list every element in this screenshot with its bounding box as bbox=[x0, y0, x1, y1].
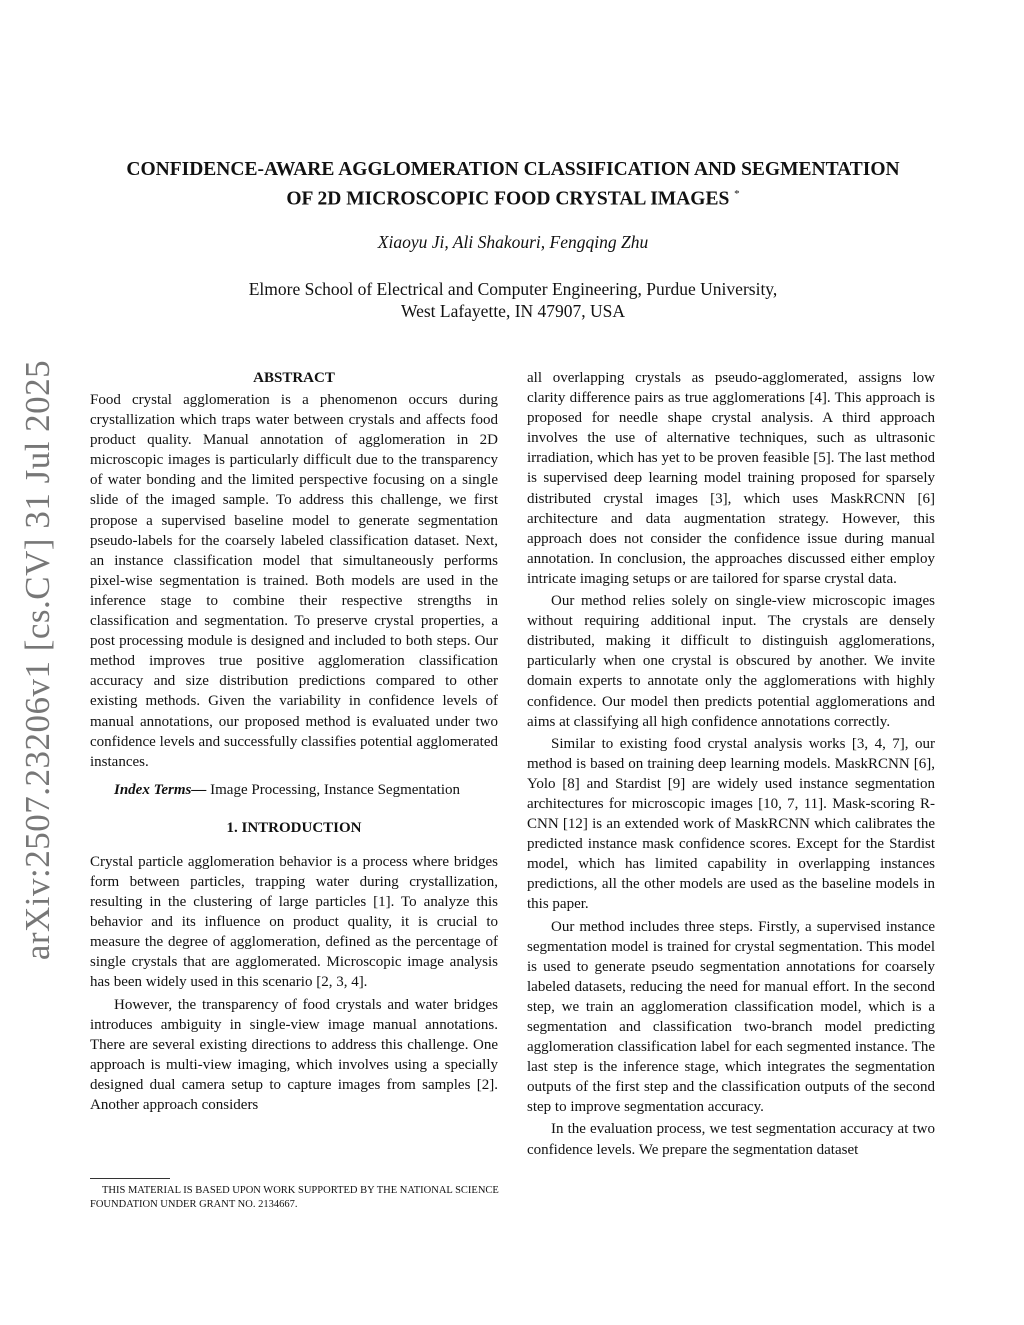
affiliation-line-1: Elmore School of Electrical and Computer Engineering, Purdue University, bbox=[248, 279, 778, 299]
intro-paragraph: In the evaluation process, we test segmentation accuracy at two confidence levels. We prepare the segmentation dataset bbox=[527, 1121, 935, 1158]
affiliation bbox=[90, 278, 936, 322]
abstract-heading: ABSTRACT bbox=[253, 370, 335, 386]
intro-paragraph: Crystal particle agglomeration behavior is a process where bridges form between particles, trapping water during crystallization, resulting in the clustering of large particles [1]. To analyze this behavior and its influence on product quality, it is crucial to measure the degree of agglomeration, defined as the percentage of single crystals that are agglomerated. Microscopic image analysis has been widely used in this scenario [2, 3, 4]. bbox=[90, 853, 498, 991]
intro-paragraph: However, the transparency of food crystals and water bridges introduces ambiguity in single-view image manual annotations. There are several existing directions to address this challenge. One approach is multi-view imaging, which involves using a specially designed dual camera setup to capture images from samples [2]. Another approach considers bbox=[90, 996, 498, 1113]
title-line-1: CONFIDENCE-AWARE AGGLOMERATION CLASSIFICATION AND SEGMENTATION bbox=[126, 159, 900, 180]
affiliation-line-2: West Lafayette, IN 47907, USA bbox=[400, 301, 626, 321]
paper-title bbox=[90, 158, 936, 212]
abstract-text: Food crystal agglomeration is a phenomenon occurs during crystallization which traps water between crystals and affects food product quality. Manual annotation of agglomeration in 2D microscopic images is particularly difficult due to the transparency of water bonding and the limited perspective focusing on a single slide of the imaged sample. To address this challenge, we first propose a supervised baseline model to generate segmentation pseudo-labels for the coarsely labeled classification dataset. Next, an instance classification model that simultaneously performs pixel-wise segmentation is trained. Both models are used in the inference stage to combine their respective strengths in classification and segmentation. To preserve crystal properties, a post processing module is designed and included to both steps. Our method improves true positive agglomeration classification accuracy and size distribution predictions compared to other existing methods. Given the variability in confidence levels of manual annotations, our proposed method is evaluated under two confidence levels and successfully classifies potential agglomerated instances. bbox=[90, 392, 498, 770]
footnote-rule bbox=[90, 1178, 170, 1179]
index-terms-text: Image Processing, Instance Segmentation bbox=[206, 781, 461, 798]
funding-footnote bbox=[90, 1178, 500, 1212]
title-footnote-marker: * bbox=[734, 188, 740, 200]
author-list: Xiaoyu Ji, Ali Shakouri, Fengqing Zhu bbox=[377, 232, 649, 252]
arxiv-stamp: arXiv:2507.23206v1 [cs.CV] 31 Jul 2025 bbox=[18, 359, 57, 961]
footnote-text: THIS MATERIAL IS BASED UPON WORK SUPPORTED BY THE NATIONAL SCIENCE FOUNDATION UNDER GRANT NO. 2134667. bbox=[90, 1185, 499, 1210]
introduction-heading: 1. INTRODUCTION bbox=[226, 819, 362, 836]
right-column bbox=[527, 368, 935, 1160]
intro-paragraph: Our method relies solely on single-view microscopic images without requiring additional input. The crystals are densely distributed, making it difficult to distinguish agglomerations, particularly when one crystal is obscured by another. We invite domain experts to annotate only the agglomerations with highly confidence. Our model then predicts potential agglomerations and aims at classifying all high confidence annotations correctly. bbox=[527, 593, 935, 730]
index-terms-label: Index Terms— bbox=[114, 781, 207, 798]
title-line-2-text: OF 2D MICROSCOPIC FOOD CRYSTAL IMAGES bbox=[286, 188, 730, 210]
intro-paragraph: Similar to existing food crystal analysis works [3, 4, 7], our method is based on training deep learning models. MaskRCNN [6], Yolo [8] and Stardist [9] are widely used instance segmentation architectures for microscopic images [10, 7, 11]. Mask-scoring R-CNN [12] is an extended work of MaskRCNN which calibrates the predicted instance mask confidence scores. Except for the Stardist model, which has limited capability in overlapping instances predictions, all the other models are used as the baseline models in this paper. bbox=[527, 735, 935, 913]
left-column bbox=[90, 368, 498, 1115]
intro-paragraph: all overlapping crystals as pseudo-agglomerated, assigns low clarity difference pairs as true agglomerations [4]. This approach is proposed for needle shape crystal analysis. A third approach involves the use of alternative techniques, such as ultrasonic irradiation, which has yet to be proven feasible [5]. The last method is supervised deep learning model training proposed for sparsely distributed crystal images [3], which uses MaskRCNN [6] architecture and data augmentation strategy. However, this approach does not consider the confidence issue during manual annotation. In conclusion, the approaches discussed either employ intricate imaging setups or are tailored for sparse crystal data. bbox=[527, 370, 935, 587]
title-line-2 bbox=[90, 182, 936, 212]
intro-paragraph: Our method includes three steps. Firstly, a supervised instance segmentation model is trained for crystal segmentation. This model is used to generate pseudo segmentation annotations for coarsely labeled datasets, reducing the need for manual effort. In the second step, we train an agglomeration classification model, which is a segmentation and classification two-branch model predicting agglomeration classification label for each segmented instance. The last step is the inference stage, which integrates the segmentation outputs of the first step and the classification outputs of the second step to improve segmentation accuracy. bbox=[527, 918, 935, 1116]
index-terms bbox=[90, 780, 498, 800]
